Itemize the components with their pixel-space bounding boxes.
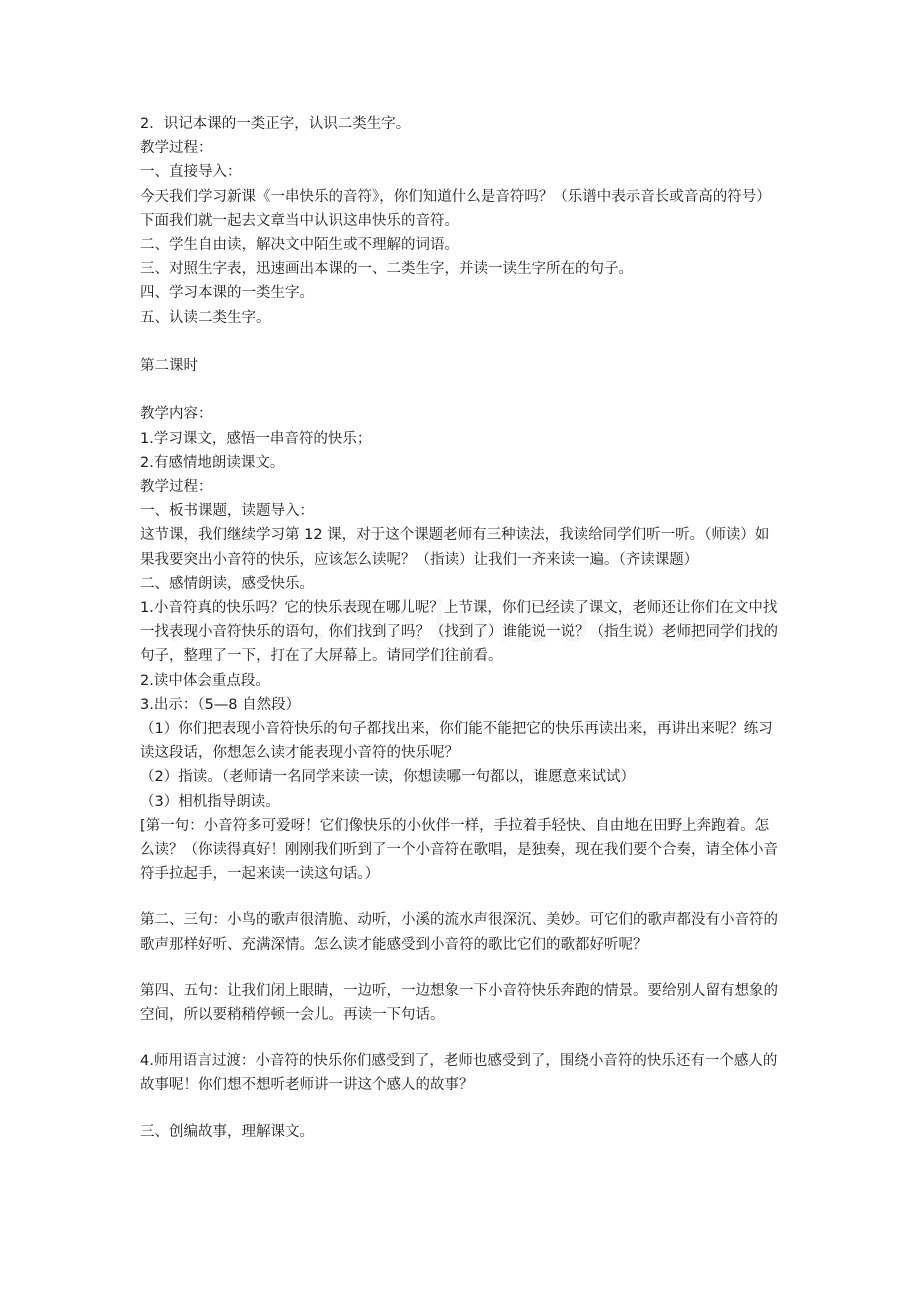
list-item: 2.有感情地朗读课文。 [140, 454, 285, 471]
spacer [140, 1098, 782, 1120]
paragraph: 第四、五句：让我们闭上眼睛，一边听，一边想象一下小音符快乐奔跑的情景。要给别人留有想象的空间，所以要稍稍停顿一会儿。再读一下句话。 [140, 982, 778, 1024]
section-heading: 教学过程： [140, 140, 213, 157]
paragraph: 第二、三句：小鸟的歌声很清脆、动听，小溪的流水声很深沉、美妙。可它们的歌声都没有小音符的歌声那样好听、充满深情。怎么读才能感受到小音符的歌比它们的歌都好听呢？ [140, 912, 778, 953]
section-heading: 教学内容： [140, 406, 213, 423]
spacer [140, 330, 782, 354]
list-item: 2.读中体会重点段。 [140, 672, 270, 689]
step-heading: 四、学习本课的一类生字。 [140, 285, 314, 302]
paragraph: 今天我们学习新课《一串快乐的音符》，你们知道什么是音符吗？（乐谱中表示音长或音高的符号）下面我们就一起去文章当中认识这串快乐的音符。 [140, 188, 771, 229]
objective-line: 2．识记本课的一类正字，认识二类生字。 [140, 116, 411, 132]
spacer [140, 378, 782, 402]
list-item: （2）指读。（老师请一名同学来读一读，你想读哪一句都以，谁愿意来试试） [140, 769, 635, 786]
step-heading: 二、学生自由读，解决文中陌生或不理解的词语。 [140, 237, 459, 254]
spacer [140, 886, 782, 908]
step-heading: 二、感情朗读，感受快乐。 [140, 575, 314, 592]
paragraph: （1）你们把表现小音符快乐的句子都找出来，你们能不能把它的快乐再读出来，再讲出来呢？练习读这段话，你想怎么读才能表现小音符的快乐呢？ [140, 721, 773, 762]
spacer [140, 1027, 782, 1049]
paragraph: 1.小音符真的快乐吗？它的快乐表现在哪儿呢？上节课，你们已经读了课文，老师还让你们在文中找一找表现小音符快乐的语句，你们找到了吗？（找到了）谁能说一说？（指生说）老师把同学们找的句子，整理了一下，打在了大屏幕上。请同学们往前看。 [140, 600, 778, 665]
list-item: 1.学习课文，感悟一串音符的快乐； [140, 430, 372, 447]
paragraph: [第一句：小音符多可爱呀！它们像快乐的小伙伴一样，手拉着手轻快、自由地在田野上奔跑着。怎么读？（你读得真好！刚刚我们听到了一个小音符在歌唱，是独奏，现在我们要个合奏，请全体小音符手拉起手，一起来读一读这句话。） [140, 817, 778, 883]
lesson-title: 第二课时 [140, 358, 198, 375]
step-heading: 一、板书课题，读题导入： [140, 503, 314, 520]
spacer [140, 957, 782, 979]
paragraph: 4.师用语言过渡：小音符的快乐你们感受到了，老师也感受到了，围绕小音符的快乐还有一个感人的故事呢！你们想不想听老师讲一讲这个感人的故事？ [140, 1053, 778, 1094]
list-item: （3）相机指导朗读。 [140, 793, 280, 810]
step-heading: 三、创编故事，理解课文。 [140, 1123, 314, 1140]
list-item: 3.出示：（5—8 自然段） [140, 696, 301, 713]
document-page [140, 112, 782, 1144]
section-heading: 教学过程： [140, 479, 213, 496]
step-heading: 五、认读二类生字。 [140, 309, 271, 326]
paragraph: 这节课，我们继续学习第 12 课，对于这个课题老师有三种读法，我读给同学们听一听。（师读）如果我要突出小音符的快乐，应该怎么读呢？（指读）让我们一齐来读一遍。（齐读课题） [140, 527, 770, 568]
step-heading: 三、对照生字表，迅速画出本课的一、二类生字，并读一读生字所在的句子。 [140, 261, 633, 278]
step-heading: 一、直接导入： [140, 164, 242, 181]
